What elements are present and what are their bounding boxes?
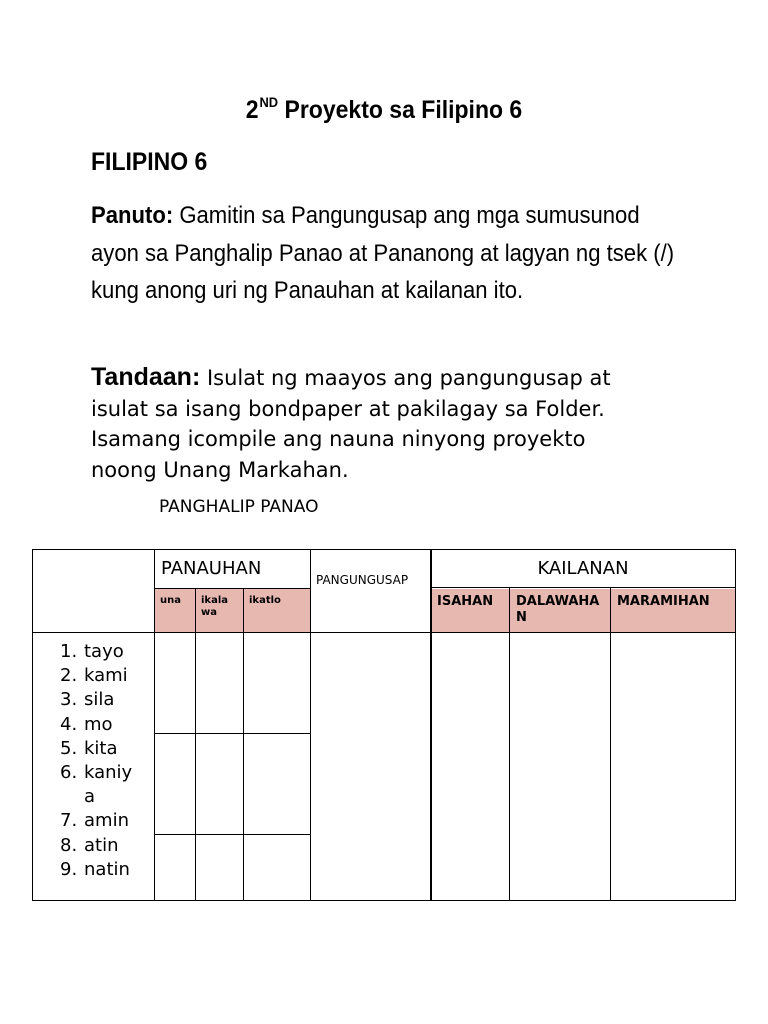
list-item [60,809,150,833]
list-item [60,761,150,809]
table-border-top [32,549,736,550]
title-text: Proyekto sa Filipino 6 [284,96,523,124]
panauhan-header: PANAUHAN [161,558,262,579]
table-border-left [32,549,33,901]
table-border-bottom [32,900,736,901]
kailanan-header: KAILANAN [537,558,629,579]
item-word: amin [84,810,129,832]
divider-col-pangungusap-left [310,549,311,901]
subheader-ikalawa: ikala wa [201,595,229,618]
list-item [60,858,150,882]
list-item [60,834,150,858]
instructions-paragraph [91,197,680,310]
item-word: sila [84,689,115,711]
subheader-una: una [160,595,181,606]
item-word: kita [84,737,118,759]
tandaan-label: Tandaan: [91,363,201,391]
item-word: atin [84,834,119,856]
item-number: 9. [60,858,78,880]
pronoun-list [60,640,150,882]
item-number: 1. [60,641,78,662]
item-word: kami [84,665,128,687]
item-word: kaniya [84,762,133,808]
pangungusap-header: PANGUNGUSAP [316,573,409,587]
reminder-line [91,362,711,394]
subheader-ikatlo: ikatlo [249,595,281,606]
divider-header-bottom [32,632,736,633]
tandaan-line-1: Isulat ng maayos ang pangungusap at [200,366,611,390]
divider-dalawahan [610,588,611,901]
divider-col-1 [154,549,155,901]
subheader-maramihan: MARAMIHAN [617,594,710,609]
list-item [60,737,150,761]
table-border-right [735,549,736,901]
item-number: 5. [60,737,78,759]
item-word: mo [84,713,113,735]
panuto-label: Panuto: [91,202,174,229]
divider-row-2 [154,834,311,835]
divider-row-1 [154,733,311,734]
divider-isahan [509,588,510,901]
item-number: 2. [60,665,78,687]
list-item [60,713,150,737]
item-number: 4. [60,713,78,735]
tandaan-line-2: isulat sa isang bondpaper at pakilagay sa Folder. [91,396,605,421]
divider-ikalawa [243,589,244,901]
reminder-paragraph [91,362,711,485]
divider-kailanan-header [431,587,736,588]
tandaan-line-3: Isamang icompile ang nauna ninyong proyekto [91,427,586,451]
tandaan-line-4: noong Unang Markahan. [91,457,349,482]
list-item [60,640,150,664]
subject-heading: FILIPINO 6 [91,148,208,176]
list-item [60,664,150,688]
divider-panauhan-header [154,588,311,589]
divider-col-pangungusap-right [430,549,432,901]
item-number: 3. [60,689,78,711]
divider-una [195,589,196,901]
title-superscript: ND [259,94,279,110]
item-word: natin [84,858,130,880]
subheader-dalawahan: DALAWAHA N [516,594,600,625]
subheader-isahan: ISAHAN [437,594,494,609]
table-caption: PANGHALIP PANAO [159,497,319,517]
title-number: 2 [245,96,259,124]
item-number: 6. [60,762,78,784]
item-word: tayo [84,641,124,662]
document-title [31,94,738,125]
item-number: 8. [60,834,78,856]
item-number: 7. [60,810,78,832]
list-item [60,688,150,712]
panuto-text: Gamitin sa Pangungusap ang mga sumusunod ayon sa Panghalip Panao at Pananong at lagyan ng tsek (/) kung anong uri ng Panauhan at kailanan ito. [91,202,675,304]
